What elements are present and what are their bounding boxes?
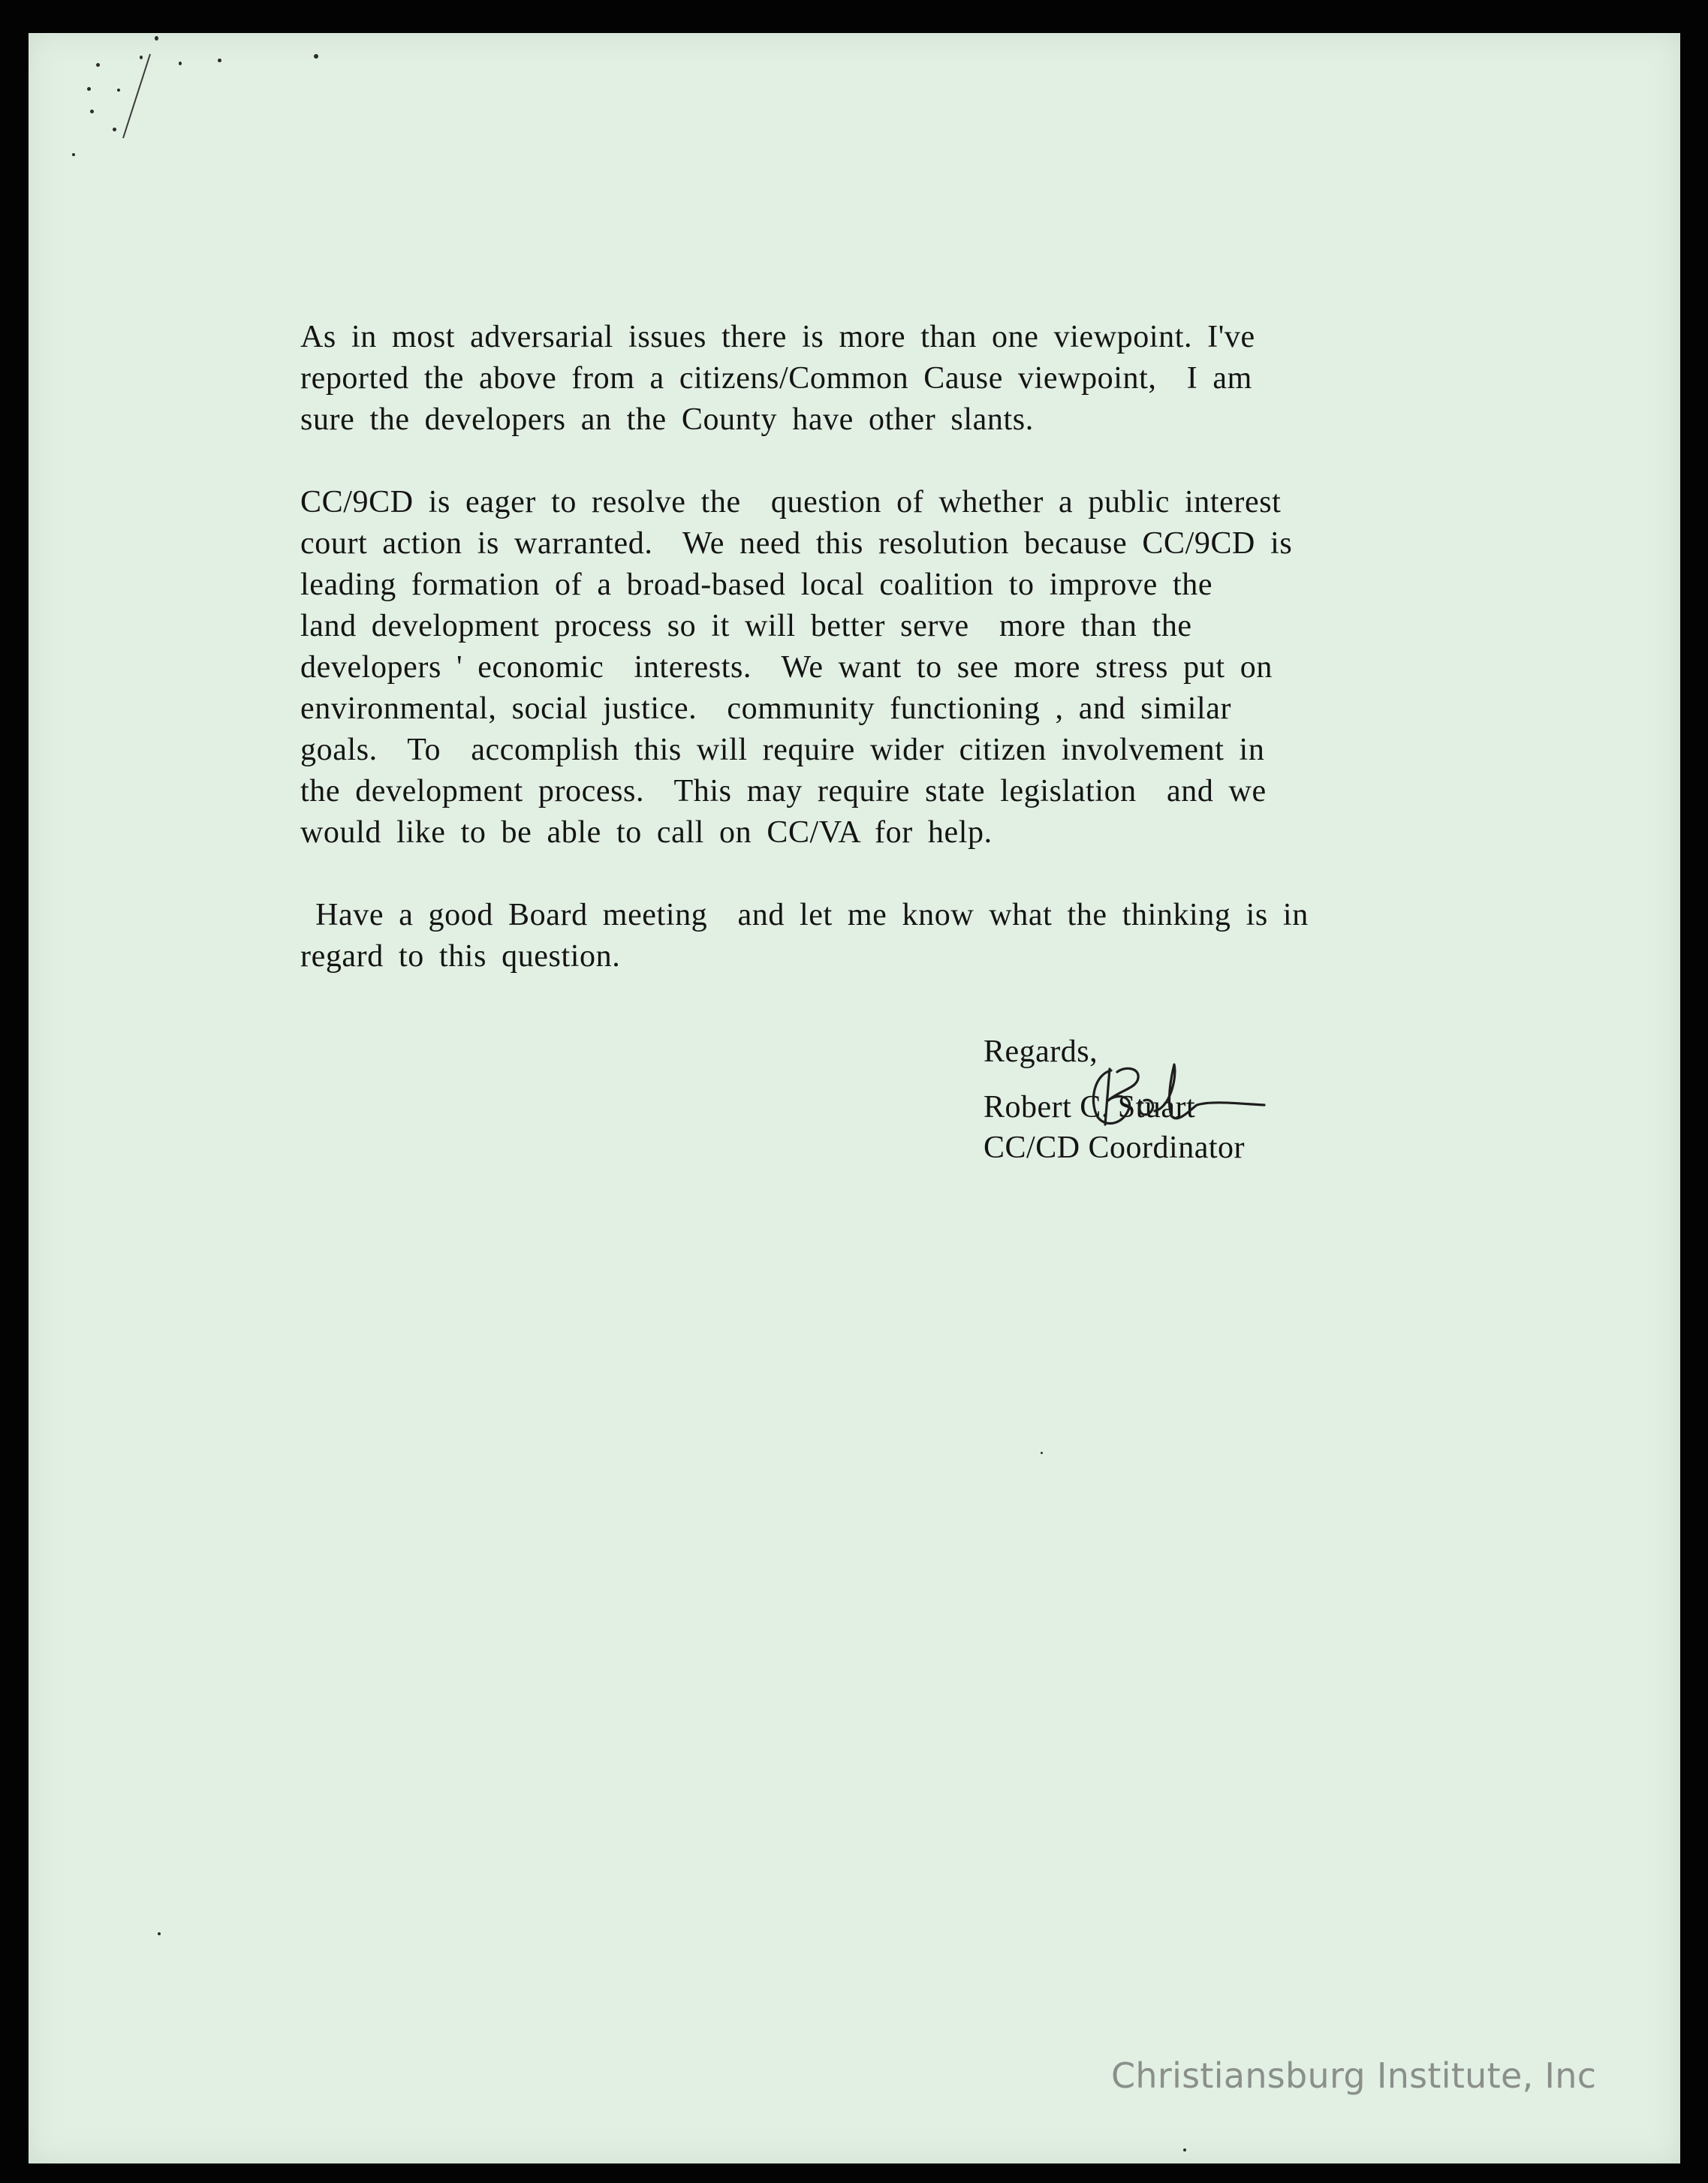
- scan-speck: [72, 153, 75, 156]
- letter-paragraph: [300, 317, 1517, 441]
- paragraph-line: developers ' economic interests. We want to see more stress put on: [300, 650, 1273, 685]
- paragraph-line: reported the above from a citizens/Common Cause viewpoint, I am: [300, 361, 1252, 396]
- scan-speck: [155, 36, 158, 41]
- paragraph-line: CC/9CD is eager to resolve the question of whether a public interest: [300, 485, 1282, 519]
- paragraph-line: land development process so it will better serve more than the: [300, 609, 1192, 643]
- scan-speck: [1183, 2148, 1186, 2151]
- paragraph-gap: [300, 441, 1517, 482]
- scan-speck: [96, 63, 100, 67]
- scan-speck: [158, 1932, 161, 1935]
- paragraph-gap: [300, 854, 1517, 895]
- signer-title: CC/CD Coordinator: [984, 1131, 1246, 1165]
- scan-scratch: [101, 48, 161, 161]
- paragraph-line: Have a good Board meeting and let me know what the thinking is in: [300, 898, 1309, 932]
- paragraph-line: environmental, social justice. community functioning , and similar: [300, 691, 1232, 726]
- letter-body: [300, 317, 1517, 977]
- archive-watermark: Christiansburg Institute, Inc: [1111, 2055, 1597, 2096]
- scan-speck: [179, 62, 182, 65]
- scan-speck: [87, 87, 91, 91]
- scan-speck: [1041, 1452, 1043, 1454]
- closing-salutation: Regards,: [984, 1034, 1098, 1069]
- paragraph-line: would like to be able to call on CC/VA for help.: [300, 815, 993, 850]
- signer-name: Robert C. Stuart: [984, 1090, 1196, 1125]
- handwritten-signature: [1065, 1055, 1275, 1138]
- scan-speck: [90, 110, 94, 113]
- letter-paragraph: [300, 482, 1517, 854]
- paragraph-line: court action is warranted. We need this resolution because CC/9CD is: [300, 526, 1293, 561]
- letter-page: [29, 33, 1680, 2163]
- paragraph-line: As in most adversarial issues there is more than one viewpoint. I've: [300, 320, 1255, 354]
- scan-speck: [314, 54, 318, 59]
- paragraph-line: goals. To accomplish this will require wider citizen involvement in: [300, 733, 1265, 767]
- paragraph-line: regard to this question.: [300, 939, 621, 974]
- paragraph-line: leading formation of a broad-based local coalition to improve the: [300, 568, 1213, 602]
- letter-paragraph: [300, 895, 1517, 977]
- paragraph-line: sure the developers an the County have other slants.: [300, 402, 1034, 437]
- scan-speck: [218, 59, 221, 62]
- paragraph-line: the development process. This may require state legislation and we: [300, 774, 1267, 808]
